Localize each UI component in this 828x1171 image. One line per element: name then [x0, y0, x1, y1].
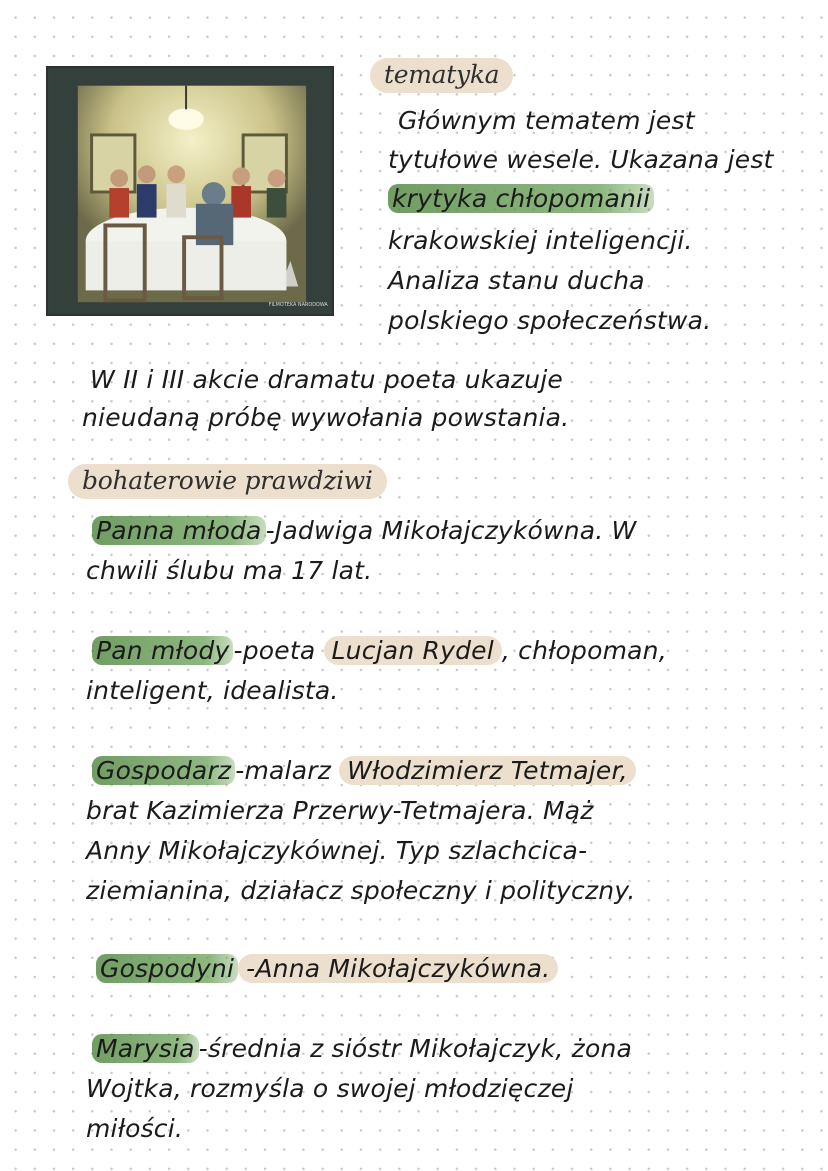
film-still-image: [46, 66, 334, 316]
panna-line-2: chwili ślubu ma 17 lat.: [86, 556, 373, 585]
tematyka-line-1: Głównym tematem jest: [398, 106, 695, 135]
role-gospodarz: Gospodarz: [92, 756, 235, 785]
marysia-line-1: [92, 1034, 632, 1063]
panna-text: -Jadwiga Mikołajczykówna. W: [265, 516, 637, 545]
photo-watermark: FILMOTEKA NARODOWA: [268, 302, 328, 309]
tematyka-line-2: tytułowe wesele. Ukazana jest: [388, 145, 774, 174]
heading-bohaterowie: bohaterowie prawdziwi: [68, 464, 387, 499]
tematyka-line-5: Analiza stanu ducha: [388, 266, 645, 295]
akcja-line-2: nieudaną próbę wywołania powstania.: [82, 403, 570, 432]
gospodyni-line-1: [96, 954, 558, 983]
pan-rest: , chłopoman,: [501, 636, 667, 665]
gospodarz-mid: -malarz: [235, 756, 340, 785]
gospodarz-line-1: [92, 756, 636, 785]
name-wlodzimierz-tetmajer: Włodzimierz Tetmajer,: [339, 756, 636, 785]
role-panna-mloda: Panna młoda: [92, 516, 266, 545]
panna-line-1: [92, 516, 636, 545]
highlight-krytyka: krytyka chłopomanii: [388, 184, 654, 213]
role-marysia: Marysia: [92, 1034, 199, 1063]
gospodarz-line-3: Anny Mikołajczykównej. Typ szlachcica-: [86, 836, 588, 865]
gospodarz-line-4: ziemianina, działacz społeczny i polityczny.: [86, 876, 636, 905]
role-gospodyni: Gospodyni: [96, 954, 238, 983]
name-anna-mikolajczykowna: -Anna Mikołajczykówna.: [238, 954, 558, 983]
marysia-text: -średnia z sióstr Mikołajczyk, żona: [198, 1034, 633, 1063]
tematyka-line-4: krakowskiej inteligencji.: [388, 226, 693, 255]
pan-mid: -poeta: [233, 636, 324, 665]
akcja-line-1: W II i III akcie dramatu poeta ukazuje: [90, 365, 564, 394]
name-lucjan-rydel: Lucjan Rydel: [324, 636, 502, 665]
tematyka-line-3: [388, 184, 654, 213]
role-pan-mlody: Pan młody: [92, 636, 233, 665]
marysia-line-2: Wojtka, rozmyśla o swojej młodzięczej: [86, 1074, 574, 1103]
tematyka-line-6: polskiego społeczeństwa.: [388, 306, 712, 335]
pan-line-1: [92, 636, 667, 665]
heading-tematyka: tematyka: [370, 58, 513, 93]
pan-line-2: inteligent, idealista.: [86, 676, 339, 705]
gospodarz-line-2: brat Kazimierza Przerwy-Tetmajera. Mąż: [86, 796, 594, 825]
wedding-scene-illustration: [48, 68, 332, 314]
marysia-line-3: miłości.: [86, 1114, 184, 1143]
